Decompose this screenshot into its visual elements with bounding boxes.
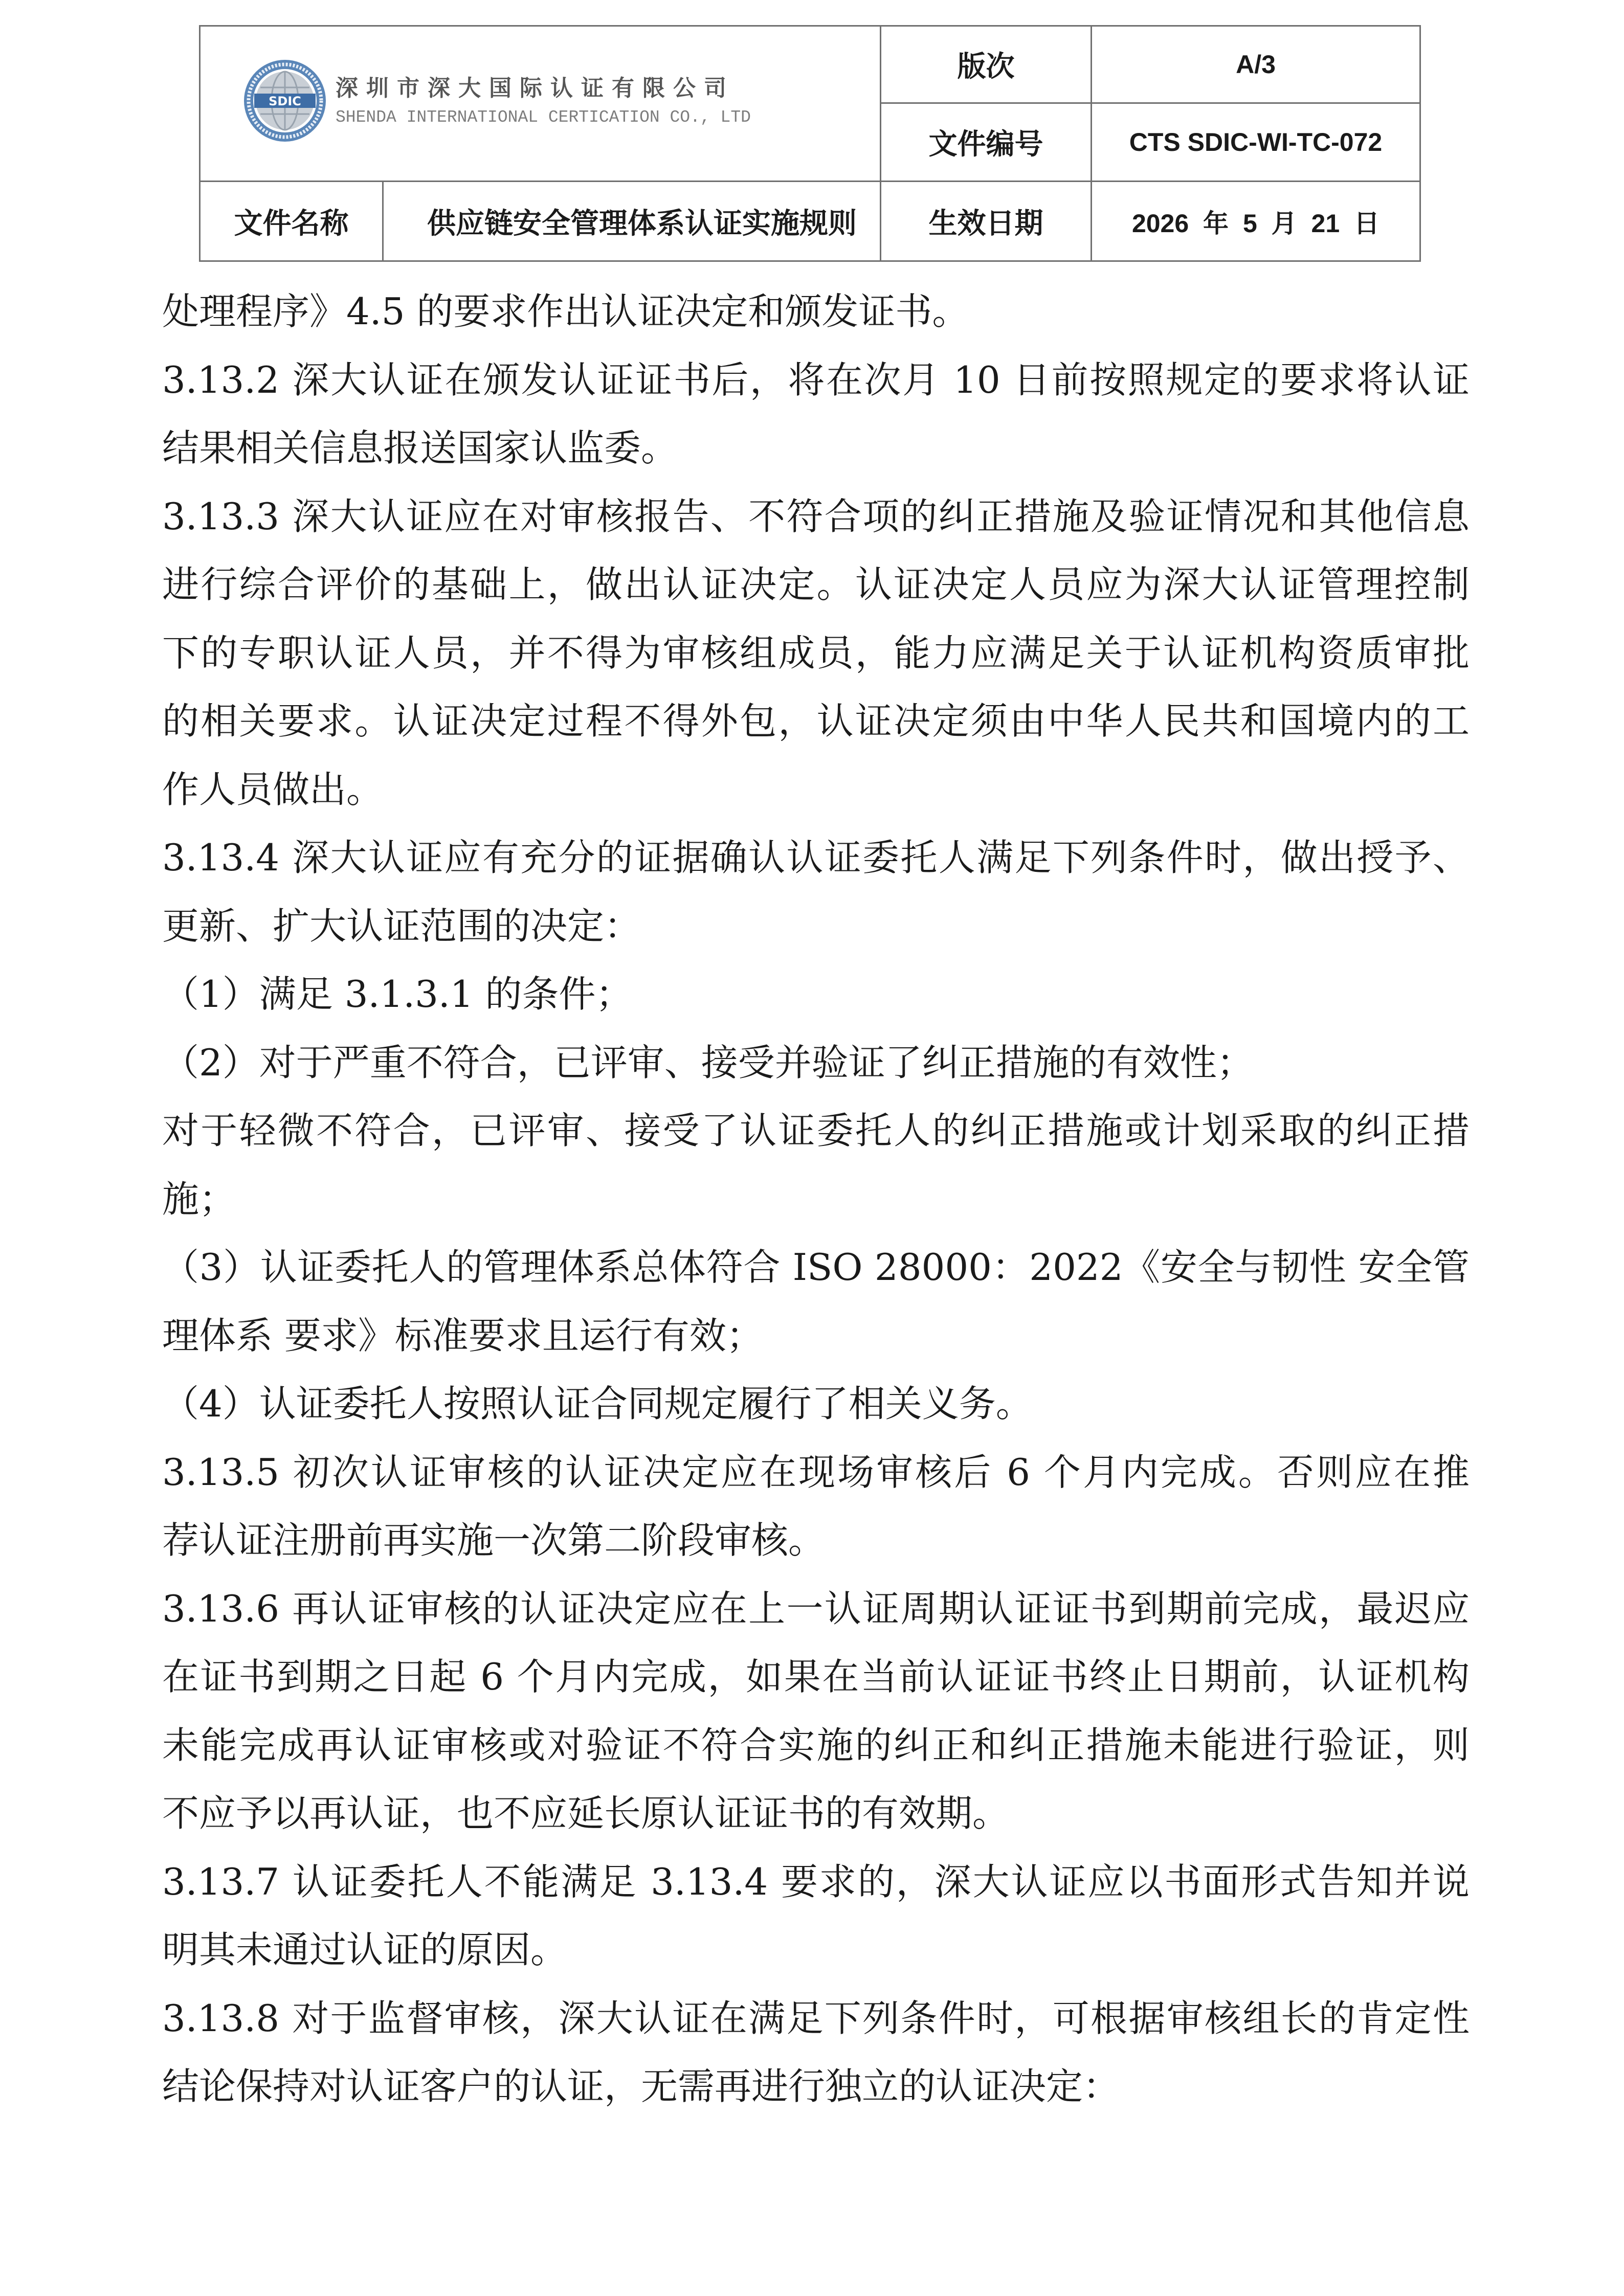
body-line: 更新、扩大认证范围的决定：	[162, 904, 641, 948]
effective-date-label: 生效日期	[881, 182, 1091, 260]
body-line: 结论保持对认证客户的认证，无需再进行独立的认证决定：	[162, 2065, 1120, 2108]
paragraph	[162, 1848, 1470, 1985]
body-line: 的相关要求。认证决定过程不得外包，认证决定须由中华人民共和国境内的工	[162, 700, 1470, 742]
paragraph	[162, 1438, 1470, 1575]
paragraph	[162, 960, 1470, 1029]
paragraph	[162, 1233, 1470, 1370]
emblem-text: SDIC	[269, 94, 301, 108]
body-line: 荐认证注册前再实施一次第二阶段审核。	[162, 1519, 826, 1562]
doc-name-value: 供应链安全管理体系认证实施规则	[384, 182, 880, 260]
document-body	[162, 278, 1470, 2121]
paragraph	[162, 1097, 1470, 1233]
company-name-en: SHENDA INTERNATIONAL CERTICATION CO., LTD	[336, 108, 751, 127]
paragraph	[162, 1985, 1470, 2121]
doc-name-label: 文件名称	[201, 182, 382, 260]
doc-number-value: CTS SDIC-WI-TC-072	[1092, 104, 1419, 181]
body-line: 不应予以再认证，也不应延长原认证证书的有效期。	[162, 1792, 1010, 1835]
body-line: 3.13.7 认证委托人不能满足 3.13.4 要求的，深大认证应以书面形式告知并说	[162, 1860, 1470, 1903]
body-line: 明其未通过认证的原因。	[162, 1928, 568, 1971]
body-line: 理体系 要求》标准要求且运行有效；	[162, 1314, 763, 1357]
body-line: 3.13.2 深大认证在颁发认证证书后，将在次月 10 日前按照规定的要求将认证	[162, 358, 1470, 401]
document-header-table	[199, 25, 1421, 262]
body-line: 3.13.6 再认证审核的认证决定应在上一认证周期认证证书到期前完成，最迟应	[162, 1587, 1470, 1630]
effective-date-value: 2026 年 5 月 21 日	[1092, 182, 1419, 260]
body-line: 作人员做出。	[162, 768, 384, 811]
paragraph	[162, 483, 1470, 824]
body-line: 3.13.5 初次认证审核的认证决定应在现场审核后 6 个月内完成。否则应在推	[162, 1450, 1470, 1494]
body-line: 处理程序》4.5 的要求作出认证决定和颁发证书。	[162, 290, 969, 333]
body-line: （4）认证委托人按照认证合同规定履行了相关义务。	[162, 1382, 1033, 1425]
body-line: 施；	[162, 1177, 236, 1221]
doc-number-label: 文件编号	[881, 104, 1091, 181]
paragraph	[162, 346, 1470, 483]
paragraph	[162, 278, 1470, 346]
paragraph	[162, 824, 1470, 960]
paragraph	[162, 1370, 1470, 1438]
body-line: （2）对于严重不符合，已评审、接受并验证了纠正措施的有效性；	[162, 1041, 1254, 1084]
body-line: 下的专职认证人员，并不得为审核组成员，能力应满足关于认证机构资质审批	[162, 631, 1470, 674]
body-line: 对于轻微不符合，已评审、接受了认证委托人的纠正措施或计划采取的纠正措	[162, 1109, 1470, 1152]
body-line: 进行综合评价的基础上，做出认证决定。认证决定人员应为深大认证管理控制	[162, 563, 1470, 606]
body-line: 3.13.4 深大认证应有充分的证据确认认证委托人满足下列条件时，做出授予、	[162, 836, 1470, 879]
body-line: 未能完成再认证审核或对验证不符合实施的纠正和纠正措施未能进行验证，则	[162, 1723, 1470, 1767]
body-line: （3）认证委托人的管理体系总体符合 ISO 28000：2022《安全与韧性 安全管	[162, 1246, 1470, 1289]
company-seal-emblem-icon	[243, 59, 327, 143]
body-line: 3.13.8 对于监督审核，深大认证在满足下列条件时，可根据审核组长的肯定性	[162, 1996, 1470, 2040]
body-line: 3.13.3 深大认证应在对审核报告、不符合项的纠正措施及验证情况和其他信息	[162, 494, 1470, 538]
version-value: A/3	[1092, 27, 1419, 102]
body-line: 结果相关信息报送国家认监委。	[162, 426, 678, 469]
paragraph	[162, 1575, 1470, 1848]
company-name-cn: 深圳市深大国际认证有限公司	[336, 75, 735, 101]
paragraph	[162, 1029, 1470, 1097]
company-logo-block	[201, 27, 880, 181]
body-line: （1）满足 3.1.3.1 的条件；	[162, 973, 633, 1016]
version-label: 版次	[881, 27, 1091, 102]
body-line: 在证书到期之日起 6 个月内完成，如果在当前认证证书终止日期前，认证机构	[162, 1655, 1470, 1698]
